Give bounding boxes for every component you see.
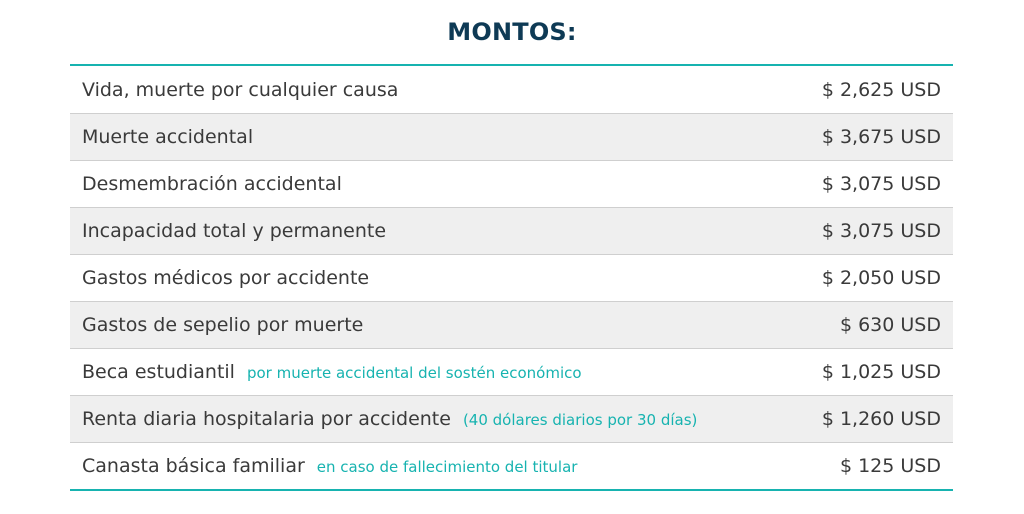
table-row xyxy=(70,66,953,113)
coverage-note: por muerte accidental del sostén económico xyxy=(246,364,582,382)
coverage-amount: $ 630 USD xyxy=(839,314,941,336)
table-row xyxy=(70,348,953,395)
coverage-amount: $ 125 USD xyxy=(839,455,941,477)
coverage-label: Muerte accidental xyxy=(82,126,254,148)
table-row xyxy=(70,395,953,442)
coverage-amount: $ 2,625 USD xyxy=(821,78,941,101)
table-row xyxy=(70,160,953,207)
row-left xyxy=(82,408,697,430)
coverage-label: Desmembración accidental xyxy=(82,173,342,195)
coverage-amount: $ 2,050 USD xyxy=(821,267,941,289)
coverage-label: Gastos de sepelio por muerte xyxy=(82,314,364,336)
table-row xyxy=(70,113,953,160)
coverage-amount: $ 3,675 USD xyxy=(821,126,941,148)
table-row xyxy=(70,442,953,489)
coverage-label: Incapacidad total y permanente xyxy=(82,220,387,242)
row-left xyxy=(82,126,253,148)
coverage-label: Vida, muerte por cualquier causa xyxy=(82,78,399,101)
coverage-amount: $ 3,075 USD xyxy=(821,220,941,242)
row-left xyxy=(82,79,398,101)
coverage-amount: $ 3,075 USD xyxy=(821,173,941,195)
table-row xyxy=(70,254,953,301)
row-left xyxy=(82,455,577,477)
coverage-label: Canasta básica familiar xyxy=(82,455,305,477)
row-left xyxy=(82,314,363,336)
row-left xyxy=(82,361,582,383)
row-left xyxy=(82,173,342,195)
coverage-note: (40 dólares diarios por 30 días) xyxy=(462,411,698,429)
coverage-amount: $ 1,260 USD xyxy=(821,408,941,430)
page-title: MONTOS: xyxy=(447,18,577,46)
table-row xyxy=(70,301,953,348)
coverage-label: Beca estudiantil xyxy=(82,361,235,383)
coverage-amount: $ 1,025 USD xyxy=(821,361,941,383)
coverage-label: Renta diaria hospitalaria por accidente xyxy=(82,408,451,430)
table-row xyxy=(70,207,953,254)
row-left xyxy=(82,220,386,242)
coverage-note: en caso de fallecimiento del titular xyxy=(316,458,578,476)
amounts-table xyxy=(70,64,953,491)
row-left xyxy=(82,267,369,289)
coverage-label: Gastos médicos por accidente xyxy=(82,267,370,289)
